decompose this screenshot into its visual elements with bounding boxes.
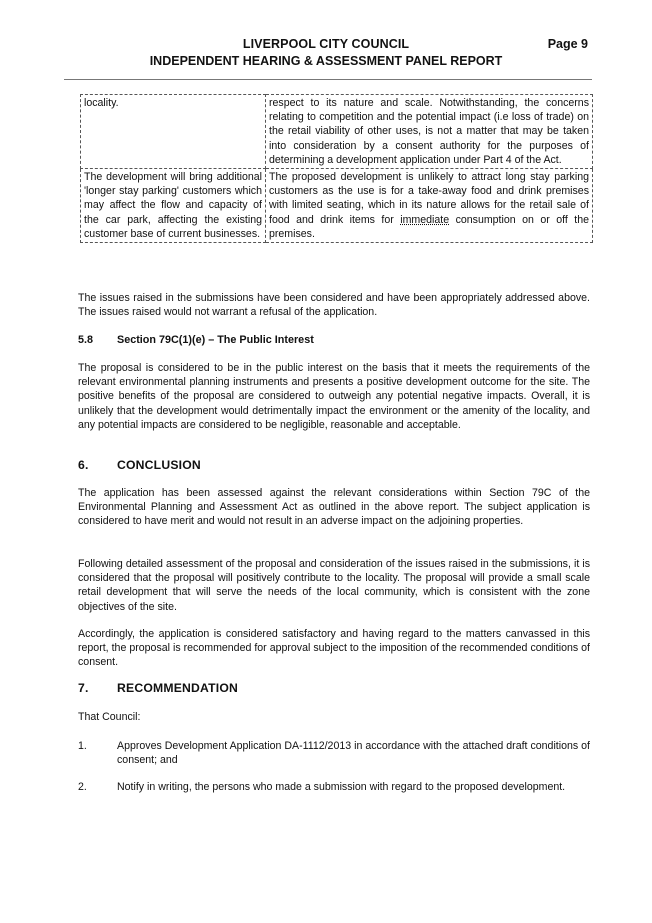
response-cell [266, 169, 593, 243]
recommendation-intro: That Council: [78, 711, 141, 723]
recommendation-heading [78, 681, 238, 695]
header-report-title: INDEPENDENT HEARING & ASSESSMENT PANEL REPORT [149, 54, 503, 68]
table-row [81, 169, 593, 243]
section-number: 5.8 [78, 334, 94, 346]
issues-table [80, 94, 593, 243]
conclusion-paragraph-3: Accordingly, the application is considered satisfactory and having regard to the matters canvassed in this report, the proposal is recommended for approval subject to the imposition of the recommended conditions of consent. [78, 628, 590, 669]
header-page-number: Page 9 [547, 37, 588, 51]
conclusion-paragraph-1: The application has been assessed against the relevant considerations within Section 79C of the Environmental Planning and Assessment Act as outlined in the above report. The subject application is considered to have merit and would not result in an adverse impact on the adjoining properties. [78, 487, 590, 528]
list-item-number: 2. [78, 781, 87, 793]
header-divider [64, 79, 592, 80]
public-interest-paragraph: The proposal is considered to be in the public interest on the basis that it meets the requirements of the relevant environmental planning instruments and presents a positive development outcome for the site. The positive benefits of the proposal are considered to outweigh any potential negative impacts. Overall, it is unlikely that the development would detrimentally impact the environment or the amenity of the locality, and any potential impacts are considered to be negligible, reasonable and acceptable. [78, 362, 590, 431]
spellcheck-underlined-word: immediate [400, 213, 450, 226]
response-cell: respect to its nature and scale. Notwithstanding, the concerns relating to competition and the potential impact (i.e loss of trade) on the retail viability of other uses, is not a matter that may be taken into consideration by a consent authority for the purposes of determining a development application under Part 4 of the Act. [266, 95, 593, 169]
conclusion-heading [78, 458, 201, 472]
section-title: Section 79C(1)(e) – The Public Interest [117, 334, 314, 346]
heading-number: 7. [78, 681, 89, 695]
list-item-text: Approves Development Application DA-1112/2013 in accordance with the attached draft conditions of consent; and [117, 740, 590, 767]
heading-title: CONCLUSION [117, 458, 201, 472]
submissions-summary-paragraph: The issues raised in the submissions have been considered and have been appropriately addressed above. The issues raised would not warrant a refusal of the application. [78, 292, 590, 319]
header-council-name: LIVERPOOL CITY COUNCIL [242, 37, 410, 51]
response-text-end: consumption on or off the premises. [269, 213, 589, 240]
issue-cell: The development will bring additional 'longer stay parking' customers which may affect the flow and capacity of the car park, affecting the existing customer base of current businesses. [81, 169, 266, 243]
heading-number: 6. [78, 458, 89, 472]
list-item-number: 1. [78, 740, 87, 752]
heading-title: RECOMMENDATION [117, 681, 239, 695]
issue-cell: locality. [81, 95, 266, 169]
conclusion-paragraph-2: Following detailed assessment of the proposal and consideration of the issues raised in the submissions, it is considered that the proposal will positively contribute to the locality. The proposal will provide a small scale retail development that will serve the needs of the local community, which is consistent with the zone objectives of the site. [78, 558, 590, 613]
section-5-8-heading [78, 334, 314, 346]
table-row [81, 95, 593, 169]
list-item-text: Notify in writing, the persons who made a submission with regard to the proposed development. [117, 781, 566, 793]
response-text: The proposed development is unlikely to attract long stay parking customers as the use is for a take-away food and drink premises with limited seating, which in its nature allows for the retail sale of food and drink items for [269, 171, 589, 226]
